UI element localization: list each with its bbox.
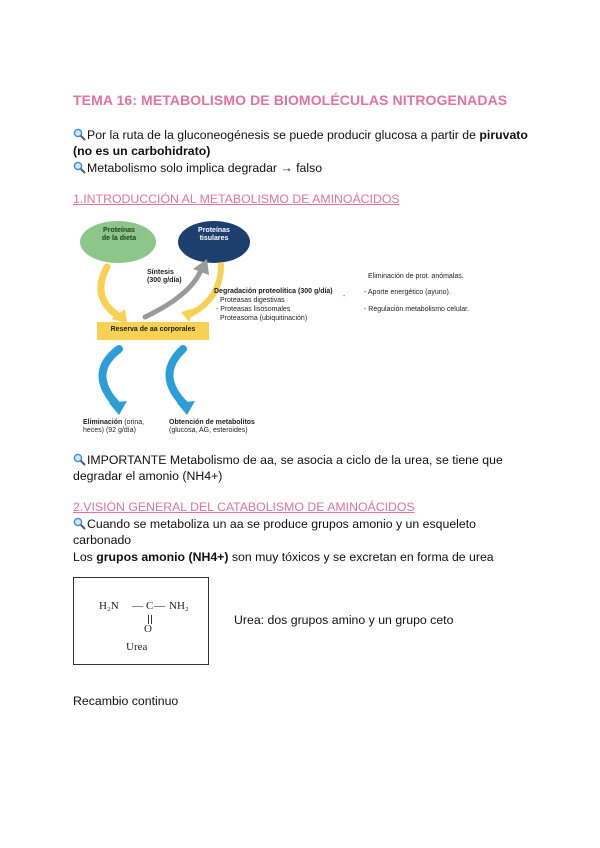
degradation-label: Degradación proteolítica (300 g/día) — [214, 288, 333, 295]
degradation-item-3: Proteasoma (ubiquitinación) — [220, 315, 308, 322]
intro-p2-text: Metabolismo solo implica degradar → falso — [87, 161, 323, 175]
magnifier-icon — [73, 161, 86, 174]
synthesis-label: Síntesis (300 g/día) — [147, 269, 182, 284]
blue-arrowhead-icon — [109, 401, 127, 415]
urea-formula-oxygen: O — [144, 623, 152, 635]
degradation-item-2: - Proteasas lisosomales — [216, 306, 291, 313]
note-3: - Regulación metabolismo celular. — [364, 306, 470, 313]
section2-p1-line1: Cuando se metaboliza un aa se produce grupos amonio y un esqueleto — [87, 517, 476, 531]
recambio-text: Recambio continuo — [73, 694, 179, 708]
section-2-heading: 2.VISIÓN GENERAL DEL CATABOLISMO DE AMINOÁCIDOS — [73, 500, 415, 514]
magnifier-icon — [73, 128, 86, 141]
note-1: Eliminación de prot. anómalas. — [368, 273, 464, 280]
diet-to-reserve-arrow — [101, 267, 117, 315]
intro-paragraph-1-line2 — [73, 143, 210, 159]
urea-formula-right: NH₂ — [169, 600, 189, 612]
intro-paragraph-2 — [73, 160, 322, 176]
important-text-line1: IMPORTANTE Metabolismo de aa, se asocia a ciclo de la urea, se tiene que — [87, 453, 503, 467]
urea-formula-left: H₂N — [99, 600, 119, 612]
blue-arrowhead-icon — [177, 401, 195, 415]
section2-p2-text-c: son muy tóxicos y se excretan en forma de urea — [228, 550, 494, 564]
important-text-line2: degradar el amonio (NH4+) — [73, 469, 223, 483]
magnifier-icon — [73, 453, 86, 466]
section2-paragraph-2 — [73, 549, 494, 565]
protein-metabolism-diagram — [73, 215, 513, 445]
elimination-label: Eliminación (orina, heces) (92 g/día) — [83, 419, 145, 434]
section2-paragraph-1 — [73, 516, 476, 532]
important-note — [73, 452, 503, 468]
urea-formula-dash-left: — — [132, 600, 143, 612]
note-2: - Aporte energético (ayuno). — [364, 289, 451, 296]
section2-p2-bold: grupos amonio (NH4+) — [96, 550, 229, 564]
magnifier-icon — [73, 517, 86, 530]
intro-p1-text: Por la ruta de la gluconeogénesis se puede producir glucosa a partir de — [87, 128, 480, 142]
urea-structure-figure — [73, 577, 209, 665]
page-title: TEMA 16: METABOLISMO DE BIOMOLÉCULAS NITROGENADAS — [73, 92, 508, 108]
metabolites-label: Obtención de metabolitos (glucosa, AG, esteroides) — [169, 419, 255, 434]
metabolite-arrow — [169, 349, 185, 405]
urea-formula-carbon: C — [146, 600, 154, 612]
tissue-node-label: Proteínas tisulares — [198, 227, 230, 242]
intro-p1-bold: piruvato — [479, 128, 528, 142]
svg-text:-: - — [343, 293, 346, 300]
elimination-arrow — [102, 349, 119, 405]
reserve-label: Reserva de aa corporales — [110, 326, 196, 333]
urea-caption: Urea: dos grupos amino y un grupo ceto — [234, 613, 454, 627]
degradation-item-1: Proteasas digestivas — [220, 297, 285, 304]
section-1-heading: 1.INTRODUCCIÓN AL METABOLISMO DE AMINOÁCIDOS — [73, 192, 400, 206]
urea-formula-dash-right: — — [154, 600, 165, 612]
intro-paragraph-1 — [73, 127, 528, 143]
section2-p2-text-a: Los — [73, 550, 97, 564]
intro-p1-bold-2: (no es un carbohidrato) — [73, 144, 211, 158]
diet-node-label: Proteínas de la dieta — [101, 227, 137, 242]
urea-figure-label: Urea — [126, 641, 148, 653]
section2-p1-line2: carbonado — [73, 533, 132, 547]
